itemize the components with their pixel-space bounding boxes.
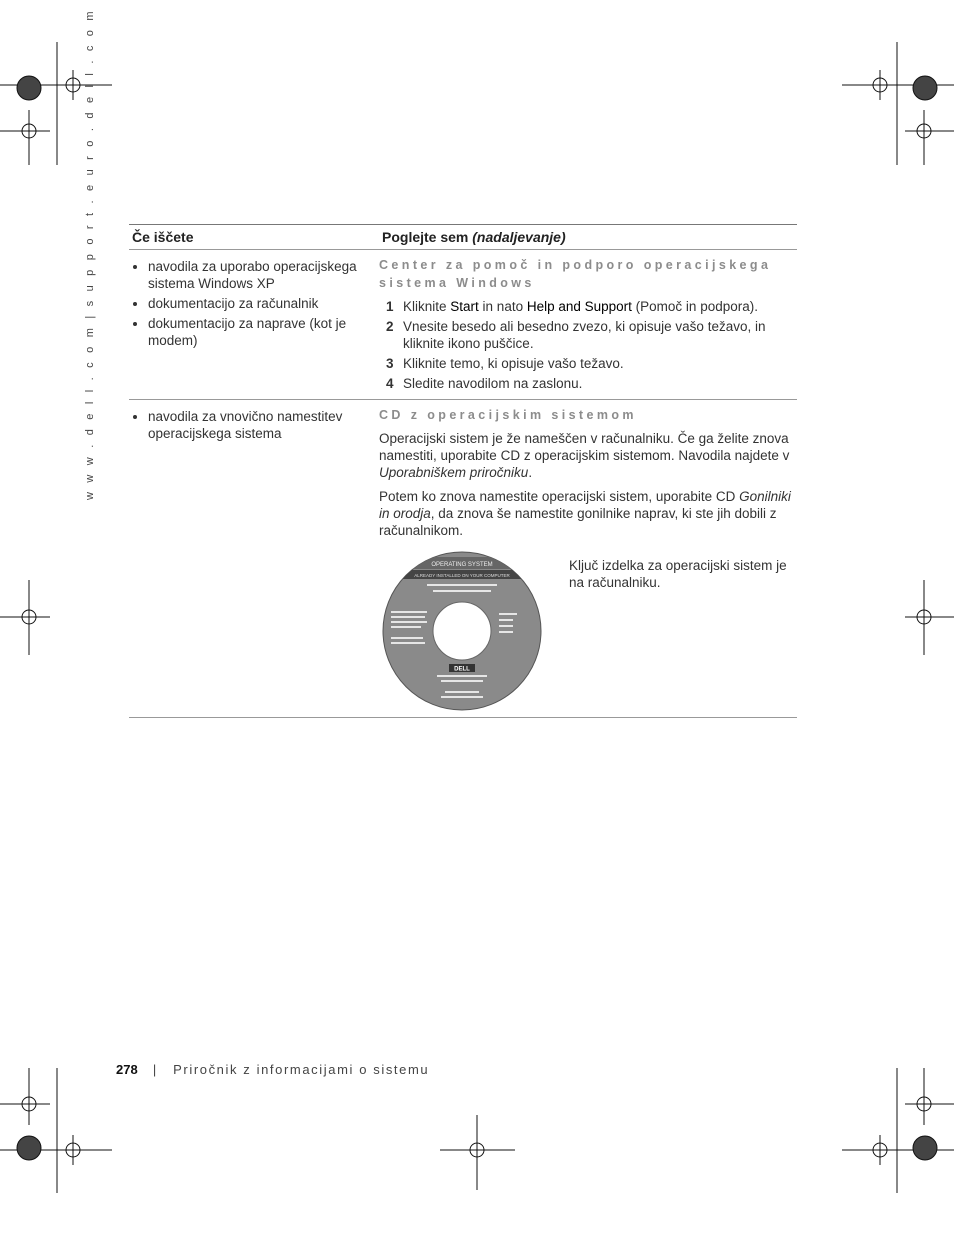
info-table [129, 224, 797, 718]
list [129, 408, 379, 442]
table-row [129, 250, 797, 400]
footer-title: Priročnik z informacijami o sistemu [173, 1062, 430, 1077]
col-header-see: Poglejte sem (nadaljevanje) [382, 229, 566, 245]
step-item: 4 Sledite navodilom na zaslonu. [386, 376, 583, 391]
cd-label-top: OPERATING SYSTEM [431, 562, 493, 568]
section-title: Center za pomoč in podporo operacijskega sistema Windows [379, 258, 772, 290]
page-number: 278 [116, 1062, 138, 1077]
paragraph: Operacijski sistem je že nameščen v računalniku. Če ga želite znova namestiti, uporabite CD z operacijskim sistemom. Navodila najdete v Uporabniškem priročniku. [379, 431, 790, 480]
col-header-search: Če iščete [132, 229, 194, 245]
step-item: 2 Vnesite besedo ali besedno zvezo, ki opisuje vašo težavo, in kliknite ikono puščice. [386, 319, 766, 351]
list [129, 258, 379, 349]
cd-disc-icon [379, 551, 547, 711]
table-header [129, 224, 797, 250]
cd-logo: DELL [454, 666, 470, 673]
step-item: 3 Kliknite temo, ki opisuje vašo težavo. [386, 356, 624, 371]
side-url: w w w . d e l l . c o m | s u p p o r t . e u r o . d e l l . c o m [84, 8, 96, 500]
list-item: • navodila za uporabo operacijskega sistema Windows XP [148, 258, 379, 292]
cd-caption: Ključ izdelka za operacijski sistem je na računalniku. [569, 558, 787, 590]
page-footer: 278 | Priročnik z informacijami o sistemu [116, 1062, 430, 1077]
steps-list [379, 298, 797, 392]
list-item: • dokumentacijo za naprave (kot je modem) [148, 315, 379, 349]
paragraph: Potem ko znova namestite operacijski sistem, uporabite CD Gonilniki in orodja, da znova še namestite gonilnike naprav, ki ste jih dobili z računalnikom. [379, 489, 791, 538]
list-item: • dokumentacijo za računalnik [148, 295, 379, 312]
table-row [129, 400, 797, 718]
list-item: • navodila za vnovično namestitev operacijskega sistema [148, 408, 379, 442]
cd-label-bar: ALREADY INSTALLED ON YOUR COMPUTER [414, 573, 510, 578]
step-item: 1 Kliknite Start in nato Help and Support (Pomoč in podpora). [386, 299, 758, 314]
section-title: CD z operacijskim sistemom [379, 408, 637, 422]
